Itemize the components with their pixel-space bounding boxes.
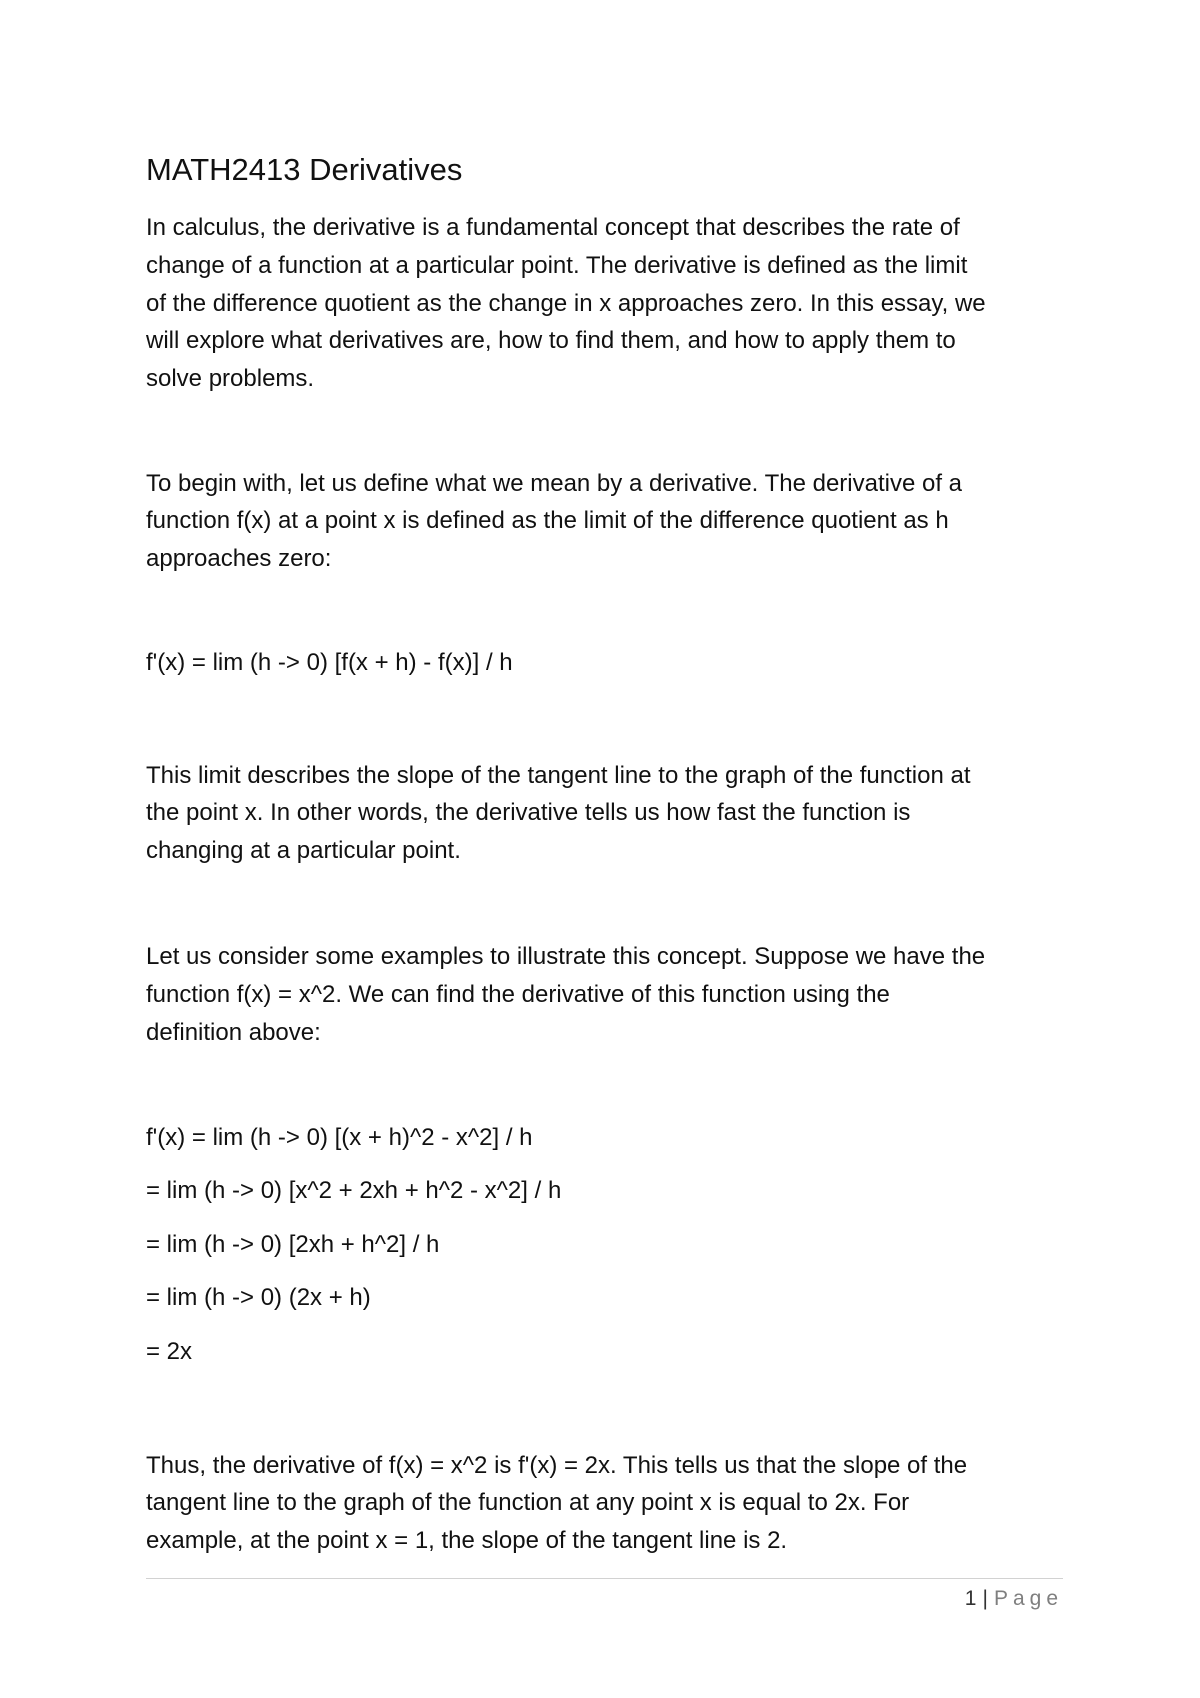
paragraph-line: solve problems.: [146, 365, 315, 392]
paragraph-line: the point x. In other words, the derivative tells us how fast the function is: [146, 799, 911, 826]
formula-line: = 2x: [146, 1338, 193, 1365]
paragraph-line: example, at the point x = 1, the slope of the tangent line is 2.: [146, 1527, 788, 1554]
page-footer: [965, 1584, 1063, 1614]
page-label: Page: [993, 1587, 1063, 1610]
paragraph-line: definition above:: [146, 1019, 321, 1046]
paragraph-line: This limit describes the slope of the tangent line to the graph of the function at: [146, 762, 971, 789]
paragraph-line: tangent line to the graph of the function at any point x is equal to 2x. For: [146, 1489, 910, 1516]
paragraph-line: function f(x) at a point x is defined as the limit of the difference quotient as h: [146, 507, 949, 534]
formula-line: = lim (h -> 0) [x^2 + 2xh + h^2 - x^2] / h: [146, 1177, 562, 1204]
page-number: 1: [964, 1587, 977, 1610]
paragraph-line: changing at a particular point.: [146, 837, 461, 864]
paragraph-line: of the difference quotient as the change in x approaches zero. In this essay, we: [146, 290, 986, 317]
formula-line: f'(x) = lim (h -> 0) [(x + h)^2 - x^2] / h: [146, 1124, 533, 1151]
formula-line: = lim (h -> 0) (2x + h): [146, 1284, 371, 1311]
paragraph-line: To begin with, let us define what we mean by a derivative. The derivative of a: [146, 470, 963, 497]
paragraph-line: Thus, the derivative of f(x) = x^2 is f'(x) = 2x. This tells us that the slope of the: [146, 1452, 968, 1479]
footer-separator: |: [982, 1587, 988, 1610]
footer-rule: [146, 1578, 1063, 1579]
paragraph-line: Let us consider some examples to illustrate this concept. Suppose we have the: [146, 943, 986, 970]
paragraph-line: approaches zero:: [146, 545, 332, 572]
paragraph-line: will explore what derivatives are, how to find them, and how to apply them to: [146, 327, 956, 354]
paragraph-line: In calculus, the derivative is a fundamental concept that describes the rate of: [146, 214, 960, 241]
paragraph-line: function f(x) = x^2. We can find the derivative of this function using the: [146, 981, 890, 1008]
paragraph-line: change of a function at a particular point. The derivative is defined as the limit: [146, 252, 968, 279]
document-title: MATH2413 Derivatives: [146, 152, 463, 187]
formula-line: = lim (h -> 0) [2xh + h^2] / h: [146, 1231, 440, 1258]
formula-line: f'(x) = lim (h -> 0) [f(x + h) - f(x)] / h: [146, 649, 513, 676]
